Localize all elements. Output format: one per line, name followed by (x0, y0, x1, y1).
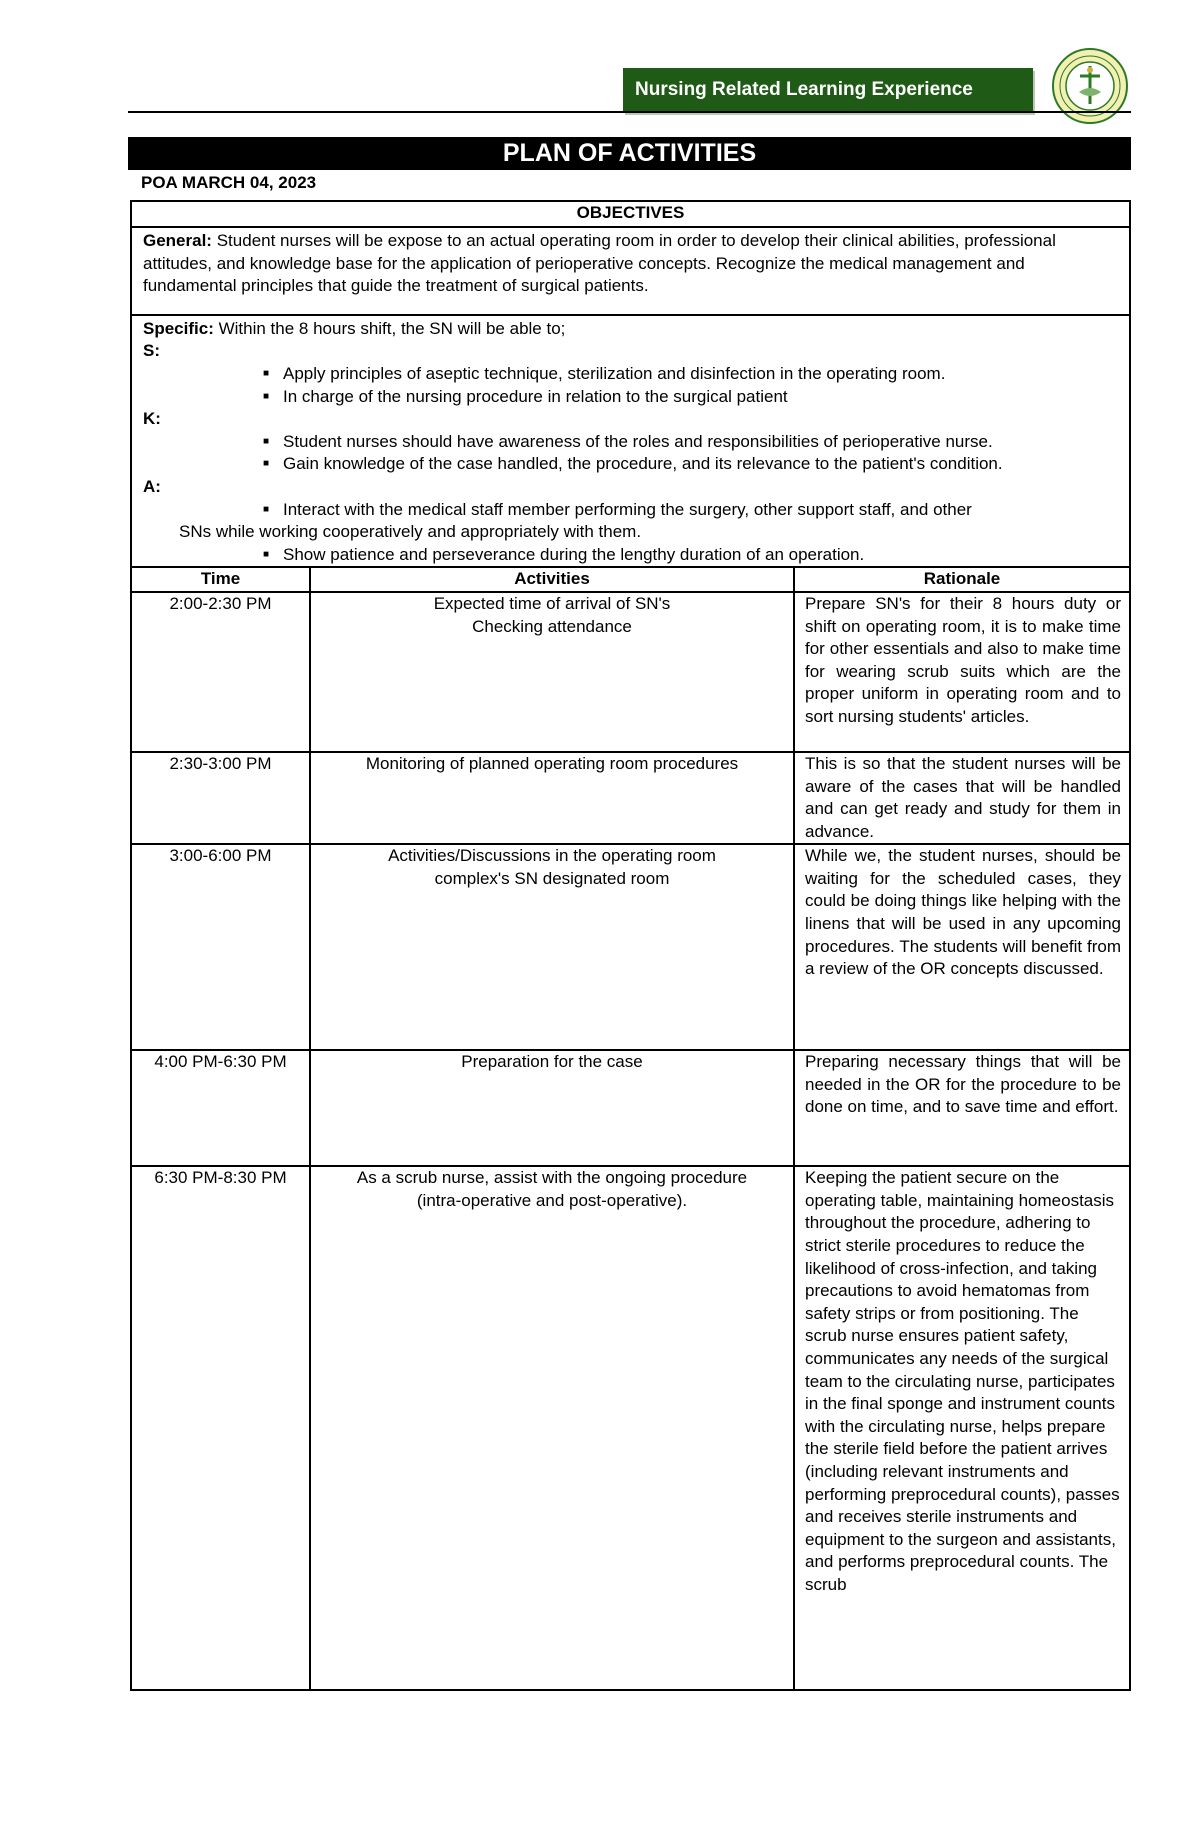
time-cell: 6:30 PM-8:30 PM (131, 1166, 310, 1690)
page-title: PLAN OF ACTIVITIES (128, 137, 1131, 170)
rationale-cell: Preparing necessary things that will be needed in the OR for the procedure to be done on time, and to save time and effort. (794, 1050, 1130, 1166)
time-cell: 4:00 PM-6:30 PM (131, 1050, 310, 1166)
activity-cell: Monitoring of planned operating room procedures (310, 752, 794, 844)
table-row (131, 1166, 1130, 1690)
list-item: ■ Gain knowledge of the case handled, the procedure, and its relevance to the patient's condition. (143, 453, 1118, 476)
list-item: ■ Apply principles of aseptic technique, sterilization and disinfection in the operating room. (143, 363, 1118, 386)
objectives-heading: OBJECTIVES (131, 201, 1130, 227)
general-objective-row (131, 227, 1130, 315)
table-row (131, 1050, 1130, 1166)
column-header-time: Time (131, 567, 310, 592)
list-item: ■ Interact with the medical staff member performing the surgery, other support staff, and other (143, 499, 1118, 522)
a-label: A: (143, 476, 161, 496)
activity-cell: Expected time of arrival of SN's Checking attendance (310, 592, 794, 752)
specific-objectives (131, 315, 1130, 568)
general-objective (131, 227, 1130, 315)
specific-text: Within the 8 hours shift, the SN will be able to; (218, 318, 566, 338)
list-item: ■ Show patience and perseverance during the lengthy duration of an operation. (143, 544, 1118, 567)
rationale-cell: While we, the student nurses, should be waiting for the scheduled cases, they could be doing things like helping with the linens that will be used in any upcoming procedures. The students will benefit from a review of the OR concepts discussed. (794, 844, 1130, 1050)
bullet-icon: ■ (262, 435, 269, 447)
bullet-icon: ■ (262, 390, 269, 402)
table-row (131, 752, 1130, 844)
rationale-cell: Keeping the patient secure on the operating table, maintaining homeostasis throughout the procedure, adhering to strict sterile procedures to reduce the likelihood of cross-infection, and taking precautions to avoid hematomas from safety strips or from positioning. The scrub nurse ensures patient safety, communicates any needs of the surgical team to the circulating nurse, participates in the final sponge and instrument counts with the circulating nurse, helps prepare the sterile field before the patient arrives (including relevant instruments and performing preprocedural counts), passes and receives sterile instruments and equipment to the surgeon and assistants, and performs preprocedural counts. The scrub (794, 1166, 1130, 1690)
activity-cell: Preparation for the case (310, 1050, 794, 1166)
general-label: General: (143, 231, 212, 250)
table-header-row (131, 567, 1130, 592)
bullet-icon: ■ (262, 548, 269, 560)
bullet-icon: ■ (262, 503, 269, 515)
bullet-icon: ■ (262, 458, 269, 470)
rationale-cell: This is so that the student nurses will be aware of the cases that will be handled and can get ready and study for them in advance. (794, 752, 1130, 844)
plan-table (130, 200, 1131, 1691)
table-row (131, 844, 1130, 1050)
section-banner (623, 68, 1033, 112)
specific-label: Specific: (143, 318, 214, 338)
table-row (131, 592, 1130, 752)
time-cell: 2:00-2:30 PM (131, 592, 310, 752)
banner-label: Nursing Related Learning Experience (635, 79, 973, 100)
list-item: ■ Student nurses should have awareness of the roles and responsibilities of perioperative nurse. (143, 431, 1118, 454)
objectives-heading-row (131, 201, 1130, 227)
time-cell: 3:00-6:00 PM (131, 844, 310, 1050)
activity-cell: Activities/Discussions in the operating room complex's SN designated room (310, 844, 794, 1050)
column-header-rationale: Rationale (794, 567, 1130, 592)
bullet-icon: ■ (262, 367, 269, 379)
column-header-activities: Activities (310, 567, 794, 592)
activity-cell: As a scrub nurse, assist with the ongoing procedure (intra-operative and post-operative). (310, 1166, 794, 1690)
k-label: K: (143, 409, 161, 429)
specific-objectives-row (131, 315, 1130, 568)
s-label: S: (143, 341, 160, 361)
header-divider (128, 111, 1131, 113)
poa-date: POA MARCH 04, 2023 (141, 173, 317, 192)
time-cell: 2:30-3:00 PM (131, 752, 310, 844)
rationale-cell: Prepare SN's for their 8 hours duty or shift on operating room, it is to make time for other essentials and also to make time for wearing scrub suits which are the proper uniform in operating room and to sort nursing students' articles. (794, 592, 1130, 752)
list-item: ■ In charge of the nursing procedure in relation to the surgical patient (143, 386, 1118, 409)
general-text: Student nurses will be expose to an actual operating room in order to develop their clinical abilities, professional attitudes, and knowledge base for the application of perioperative concepts. Recognize the medical management and fundamental principles that guide the treatment of surgical patients. (143, 231, 1056, 296)
list-item-continuation: SNs while working cooperatively and appropriately with them. (179, 522, 642, 542)
